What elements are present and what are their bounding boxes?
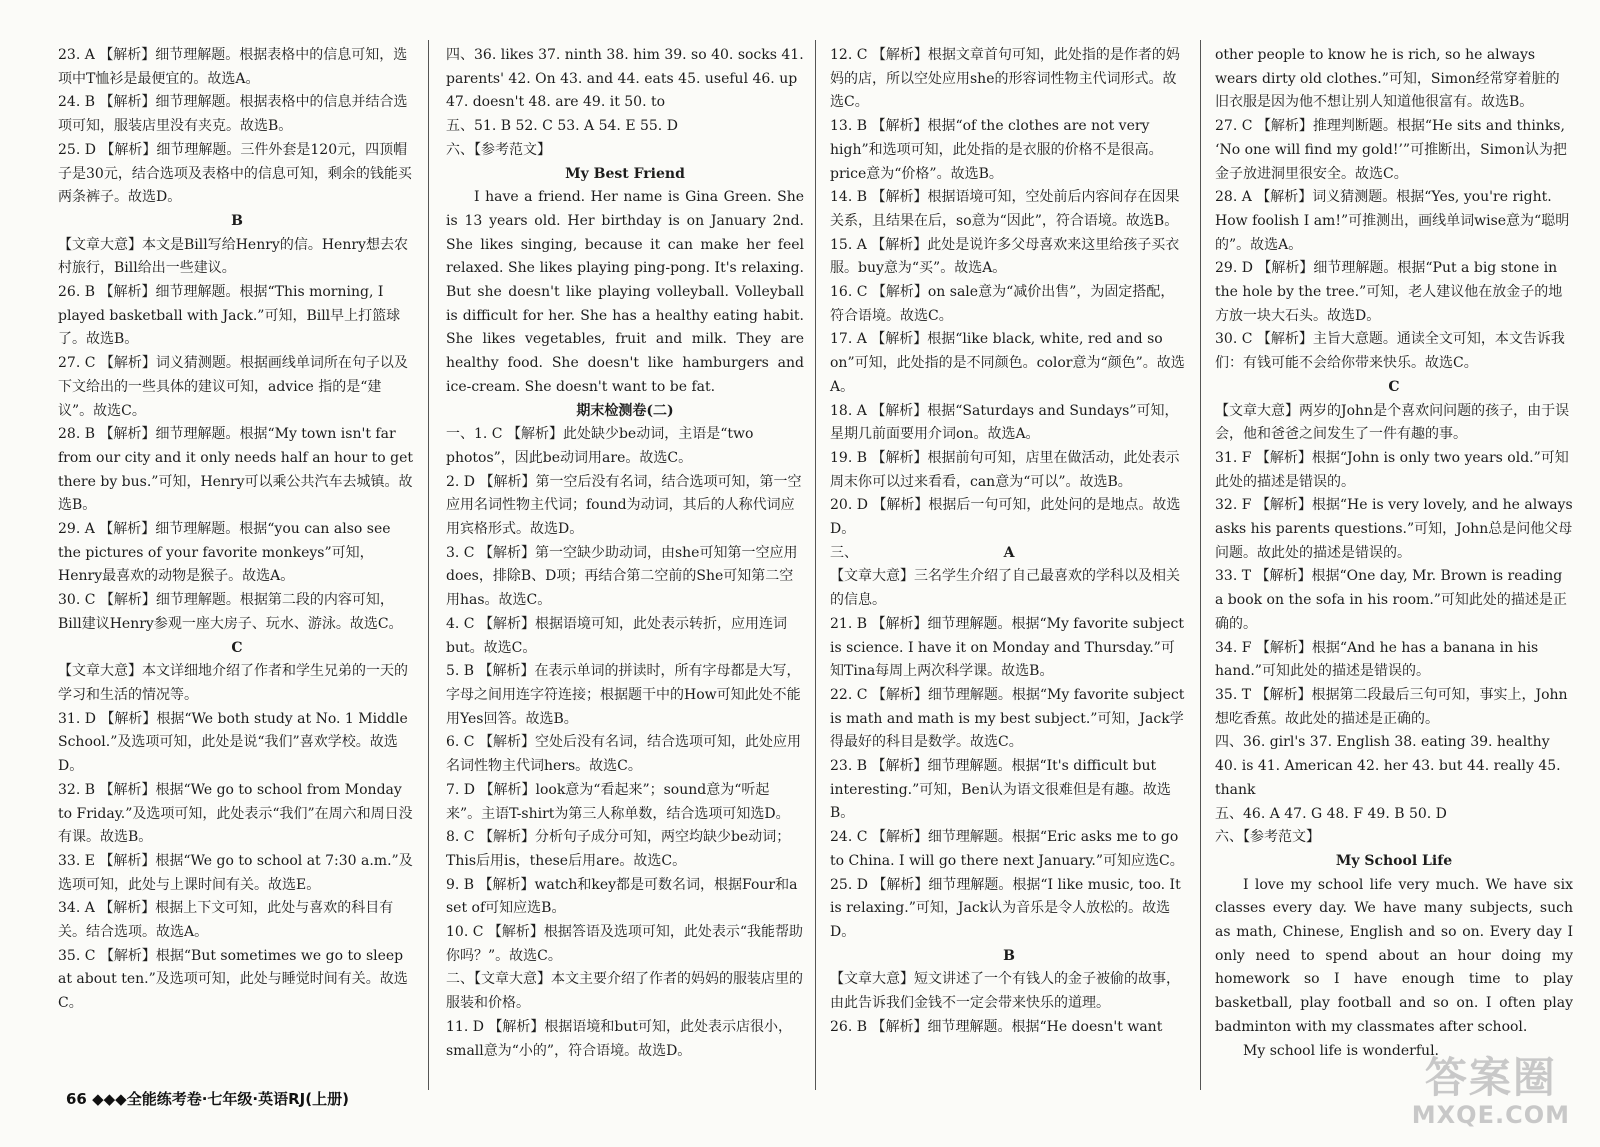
watermark-logo <box>1412 1055 1570 1129</box>
answer-item: 五、46. A 47. G 48. F 49. B 50. D <box>1215 805 1447 822</box>
answer-item: other people to know he is rich, so he always wears dirty old clothes.”可知，Simon经常穿着脏的旧衣服是因为他不想让别人知道他很富有。故选B。 <box>1215 47 1560 111</box>
answer-item: 27. C 【解析】推理判断题。根据“He sits and thinks, ‘No one will find my gold!’”可推断出，Simon认为把金子放进洞里很安全。故选C。 <box>1215 118 1567 182</box>
watermark-text-en: MXQE.COM <box>1411 1101 1570 1129</box>
answer-item: 17. A 【解析】根据“like black, white, red and so on”可知，此处指的是不同颜色。color意为“颜色”。故选A。 <box>830 331 1185 395</box>
answer-item: 25. D 【解析】细节理解题。三件外套是120元，四顶帽子是30元，结合选项及表格中的信息可知，剩余的钱能买两条裤子。故选D。 <box>58 141 412 206</box>
column-2 <box>446 44 804 1063</box>
answer-item: 30. C 【解析】主旨大意题。通读全文可知，本文告诉我们：有钱可能不会给你带来快乐。故选C。 <box>1215 331 1565 372</box>
answer-item: 22. C 【解析】细节理解题。根据“My favorite subject is math and math is my best subject.”可知，Jack学得最好的科目是数学。故选C。 <box>830 686 1185 751</box>
answer-item: 26. B 【解析】细节理解题。根据“This morning, I played basketball with Jack.”可知，Bill早上打篮球了。故选B。 <box>58 284 401 348</box>
answer-item: 12. C 【解析】根据文章首句可知，此处指的是作者的妈妈的店，所以空处应用she的形容词性物主代词形式。故选C。 <box>830 47 1180 111</box>
answer-item: 28. B 【解析】细节理解题。根据“My town isn't far from our city and it only needs half an hour to get there by bus.”可知，Henry可以乘公共汽车去城镇。故选B。 <box>58 426 413 514</box>
answer-item: 20. D 【解析】根据后一句可知，此处问的是地点。故选D。 <box>830 497 1181 538</box>
answer-item: 29. A 【解析】细节理解题。根据“you can also see the pictures of your favorite monkeys”可知，Henry最喜欢的动物是猴子。故选A。 <box>58 521 391 585</box>
answer-item: 26. B 【解析】细节理解题。根据“He doesn't want <box>830 1018 1163 1035</box>
answer-item: 一、1. C 【解析】此处缺少be动词，主语是“two photos”，因此be动词用are。故选C。 <box>446 426 754 466</box>
answer-item: 11. D 【解析】根据语境和but可知，此处表示店很小，small意为“小的”，符合语境。故选D。 <box>446 1018 792 1059</box>
section-label: 六、【参考范文】 <box>446 141 551 158</box>
watermark-text-cn: 答案圈 <box>1424 1053 1557 1102</box>
section-heading: B <box>1003 947 1015 964</box>
answer-item: 25. D 【解析】细节理解题。根据“I like music, too. It is relaxing.”可知，Jack认为音乐是令人放松的。故选D。 <box>830 876 1181 940</box>
essay-title: My Best Friend <box>565 165 685 182</box>
answer-item: 16. C 【解析】on sale意为“减价出售”，为固定搭配，符合语境。故选C。 <box>830 284 1175 324</box>
section-label: 六、【参考范文】 <box>1215 829 1320 846</box>
section-heading: C <box>1388 378 1400 395</box>
answer-item: 四、36. likes 37. ninth 38. him 39. so 40. socks 41. parents' 42. On 43. and 44. eats 45. useful 46. up 47. doesn't 48. are 49. it 50. to <box>446 47 804 111</box>
answer-item: 3. C 【解析】第一空缺少助动词，由she可知第一空应用does，排除B、D项；再结合第二空前的She可知第二空用has。故选C。 <box>446 544 798 609</box>
answer-item: 31. F 【解析】根据“John is only two years old.”可知此处的描述是错误的。 <box>1215 449 1569 490</box>
essay-title: My School Life <box>1335 852 1453 869</box>
page-footer: 66 ◆◆◆全能练考卷·七年级·英语RJ(上册) <box>66 1090 349 1108</box>
passage-summary: 【文章大意】三名学生介绍了自己最喜欢的学科以及相关的信息。 <box>830 568 1180 609</box>
column-divider <box>1200 40 1201 1090</box>
answer-item: 7. D 【解析】look意为“看起来”；sound意为“听起来”。主语T-shirt为第三人称单数，结合选项可知选D。 <box>446 781 790 822</box>
answer-item: 9. B 【解析】watch和key都是可数名词，根据Four和a set of可知应选B。 <box>446 876 798 917</box>
answer-item: 10. C 【解析】根据答语及选项可知，此处表示“我能帮助你吗？”。故选C。 <box>446 924 804 964</box>
answer-item: 35. C 【解析】根据“But sometimes we go to sleep at about ten.”及选项可知，此处与睡觉时间有关。故选C。 <box>58 947 408 1012</box>
answer-item: 15. A 【解析】此处是说许多父母喜欢来这里给孩子买衣服。buy意为“买”。故选A。 <box>830 236 1180 277</box>
answer-item: 4. C 【解析】根据语境可知，此处表示转折，应用连词but。故选C。 <box>446 615 787 656</box>
answer-item: 33. E 【解析】根据“We go to school at 7:30 a.m.”及选项可知，此处与上课时间有关。故选E。 <box>58 852 413 893</box>
column-1 <box>58 44 416 1016</box>
answer-item: 24. C 【解析】细节理解题。根据“Eric asks me to go to China. I will go there next January.”可知应选C。 <box>830 829 1184 869</box>
essay-body: I love my school life very much. We have six classes every day. We have many subjects, such as math, Chinese, English and so on. Every day I only need to spend about an hour doing my homework so I have enough time to play basketball, play football and so on. I often play badminton with my classmates after school. <box>1215 876 1573 1035</box>
column-divider <box>815 40 816 1090</box>
answer-item: 31. D 【解析】根据“We both study at No. 1 Middle School.”及选项可知，此处是说“我们”喜欢学校。故选D。 <box>58 710 408 775</box>
answer-item: 34. F 【解析】根据“And he has a banana in his hand.”可知此处的描述是错误的。 <box>1215 639 1539 680</box>
answer-item: 28. A 【解析】词义猜测题。根据“Yes, you're right. How foolish I am!”可推测出，画线单词wise意为“聪明的”。故选A。 <box>1215 189 1570 253</box>
essay-body: My school life is wonderful. <box>1243 1042 1439 1059</box>
answer-item: 35. T 【解析】根据第二段最后三句可知，事实上，John想吃香蕉。故此处的描述是正确的。 <box>1215 686 1568 727</box>
passage-summary: 二、【文章大意】本文主要介绍了作者的妈妈的服装店里的服装和价格。 <box>446 971 803 1012</box>
answer-item: 24. B 【解析】细节理解题。根据表格中的信息并结合选项可知，服装店里没有夹克。故选B。 <box>58 94 408 135</box>
column-3 <box>830 44 1188 1040</box>
answer-item: 32. B 【解析】根据“We go to school from Monday to Friday.”及选项可知，此处表示“我们”在周六和周日没有课。故选B。 <box>58 781 413 846</box>
answer-item: 2. D 【解析】第一空后没有名词，结合选项可知，第一空应用名词性物主代词；found为动词，其后的人称代词应用宾格形式。故选D。 <box>446 473 802 538</box>
passage-summary: 【文章大意】两岁的John是个喜欢问问题的孩子，由于误会，他和爸爸之间发生了一件有趣的事。 <box>1215 402 1570 443</box>
answer-item: 6. C 【解析】空处后没有名词，结合选项可知，此处应用名词性物主代词hers。故选C。 <box>446 734 801 775</box>
section-heading-row <box>830 542 1188 566</box>
answer-item: 5. B 【解析】在表示单词的拼读时，所有字母都是大写，字母之间用连字符连接；根据题干中的How可知此处不能用Yes回答。故选B。 <box>446 663 801 727</box>
answer-item: 32. F 【解析】根据“He is very lovely, and he always asks his parents questions.”可知，John总是问他父母问题。故此处的描述是错误的。 <box>1215 497 1573 561</box>
column-4 <box>1215 44 1573 1063</box>
answer-item: 13. B 【解析】根据“of the clothes are not very high”和选项可知，此处指的是衣服的价格不是很高。price意为“价格”。故选B。 <box>830 118 1163 182</box>
answer-item: 19. B 【解析】根据前句可知，店里在做活动，此处表示周末你可以过来看看，can意为“可以”。故选B。 <box>830 449 1180 490</box>
exam-title: 期末检测卷(二) <box>576 402 674 419</box>
answer-item: 30. C 【解析】细节理解题。根据第二段的内容可知，Bill建议Henry参观一座大房子、玩水、游泳。故选C。 <box>58 592 403 632</box>
section-label: 三、 <box>830 544 858 561</box>
answer-item: 14. B 【解析】根据语境可知，空处前后内容间存在因果关系，且结果在后，so意为“因此”，符合语境。故选B。 <box>830 189 1180 229</box>
answer-item: 29. D 【解析】细节理解题。根据“Put a big stone in the hole by the tree.”可知，老人建议他在放金子的地方放一块大石头。故选D。 <box>1215 260 1563 324</box>
answer-item: 四、36. girl's 37. English 38. eating 39. healthy 40. is 41. American 42. her 43. but 44. really 45. thank <box>1215 734 1561 798</box>
answer-item: 五、51. B 52. C 53. A 54. E 55. D <box>446 118 678 135</box>
column-divider <box>428 40 429 1090</box>
section-heading: C <box>231 639 243 656</box>
passage-summary: 【文章大意】本文详细地介绍了作者和学生兄弟的一天的学习和生活的情况等。 <box>58 663 408 703</box>
answer-item: 18. A 【解析】根据“Saturdays and Sundays”可知，星期几前面要用介词on。故选A。 <box>830 402 1179 443</box>
answer-item: 8. C 【解析】分析句子成分可知，两空均缺少be动词；This后用is，these后用are。故选C。 <box>446 829 791 869</box>
answer-item: 23. B 【解析】细节理解题。根据“It's difficult but interesting.”可知，Ben认为语文很难但是有趣。故选B。 <box>830 758 1171 822</box>
passage-summary: 【文章大意】本文是Bill写给Henry的信。Henry想去农村旅行，Bill给出一些建议。 <box>58 236 408 277</box>
section-heading: B <box>231 212 243 229</box>
essay-body: I have a friend. Her name is Gina Green. She is 13 years old. Her birthday is on January 2nd. She likes singing, because it can make her feel relaxed. She likes playing ping-pong. It's relaxing. But she doesn't like playing volleyball. Volleyball is difficult for her. She has a healthy eating habit. She likes vegetables, fruit and milk. They are healthy food. She doesn't like hamburgers and ice-cream. She doesn't want to be fat. <box>446 189 804 395</box>
answer-item: 34. A 【解析】根据上下文可知，此处与喜欢的科目有关。结合选项。故选A。 <box>58 900 394 941</box>
answer-item: 21. B 【解析】细节理解题。根据“My favorite subject is science. I have it on Monday and Thursday.”可知Tina每周上两次科学课。故选B。 <box>830 615 1184 680</box>
answer-item: 33. T 【解析】根据“One day, Mr. Brown is reading a book on the sofa in his room.”可知此处的描述是正确的。 <box>1215 568 1567 632</box>
passage-summary: 【文章大意】短文讲述了一个有钱人的金子被偷的故事，由此告诉我们金钱不一定会带来快乐的道理。 <box>830 971 1180 1012</box>
answer-item: 27. C 【解析】词义猜测题。根据画线单词所在句子以及下文给出的一些具体的建议可知，advice 指的是“建议”。故选C。 <box>58 355 408 419</box>
section-heading: A <box>1003 544 1015 561</box>
answer-item: 23. A 【解析】细节理解题。根据表格中的信息可知，选项中T恤衫是最便宜的。故选A。 <box>58 47 408 87</box>
